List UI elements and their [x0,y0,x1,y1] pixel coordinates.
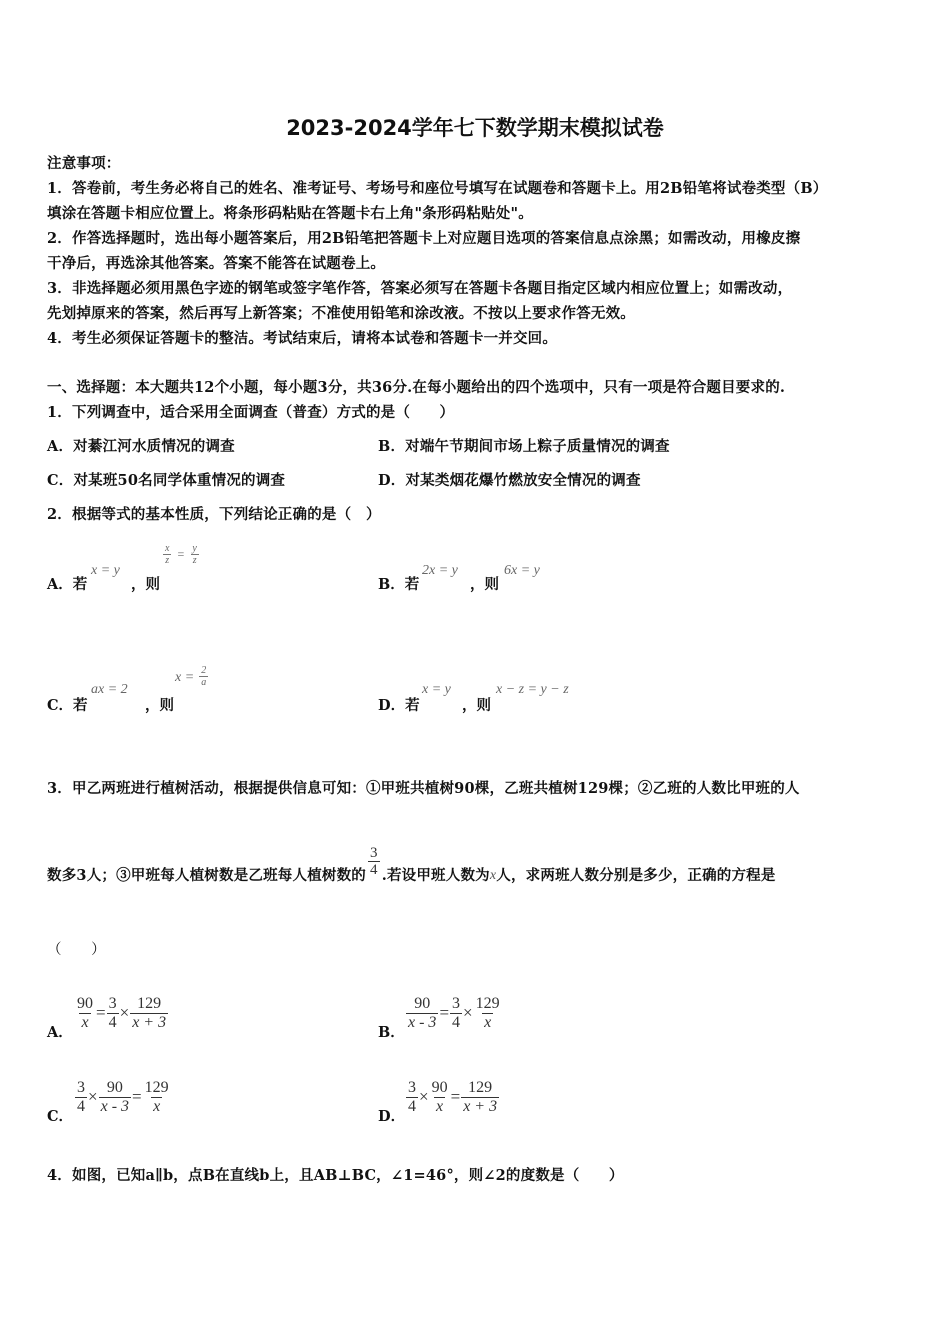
notice-line: 填涂在答题卡相应位置上。将条形码粘贴在答题卡右上角"条形码粘贴处"。 [47,205,533,222]
q2-c-result: x = $\frac{2}{a}$ [175,665,207,688]
page-title: 2023-2024学年七下数学期末模拟试卷 [286,116,664,140]
q2-a-condition: x = y [91,563,120,578]
notice-line: 1．答卷前，考生务必将自己的姓名、准考证号、考场号和座位号填写在试题卷和答题卡上。用2B铅笔将试卷类型（B） [47,180,828,197]
question-2-stem: 2．根据等式的基本性质，下列结论正确的是（ ） [47,506,381,523]
question-3-line-1: 3．甲乙两班进行植树活动，根据提供信息可知：①甲班共植树90棵，乙班共植树129棵；②乙班的人数比甲班的人 [47,780,800,797]
notice-line: 先划掉原来的答案，然后再写上新答案；不准使用铅笔和涂改液。不按以上要求作答无效。 [47,305,635,322]
q2-option-a-label: A．若 [47,576,88,593]
q2-d-result: x − z = y − z [496,682,569,697]
q2-b-result: 6x = y [504,563,540,578]
q2-b-then: ，则 [470,576,499,593]
q1-option-a[interactable]: A．对綦江河水质情况的调查 [47,438,235,455]
question-1-stem: 1．下列调查中，适合采用全面调查（普查）方式的是（ ） [47,404,455,421]
q2-c-then: ，则 [145,697,174,714]
question-4-stem: 4．如图，已知a∥b，点B在直线b上，且AB⊥BC，∠1=46°，则∠2的度数是（ ） [47,1167,624,1184]
section-heading: 一、选择题：本大题共12个小题，每小题3分，共36分.在每小题给出的四个选项中，只有一项是符合题目要求的. [47,379,786,396]
q1-option-d[interactable]: D．对某类烟花爆竹燃放安全情况的调查 [378,472,641,489]
q2-b-condition: 2x = y [422,563,458,578]
q2-a-then: ，则 [131,576,160,593]
question-3-line-2: 数多3人；③甲班每人植树数是乙班每人植树数的 $\frac{3}{4}$ .若设甲班人数为 x 人，求两班人数分别是多少，正确的方程是 [47,844,776,884]
q2-a-result: $\frac{x}{z}$ = $\frac{y}{z}$ [165,543,197,566]
notice-line: 2．作答选择题时，选出每小题答案后，用2B铅笔把答题卡上对应题目选项的答案信息点涂黑；如需改动，用橡皮擦 [47,230,801,247]
q1-option-b[interactable]: B．对端午节期间市场上粽子质量情况的调查 [378,438,670,455]
notice-heading: 注意事项： [47,155,121,172]
q1-option-c[interactable]: C．对某班50名同学体重情况的调查 [47,472,286,489]
notice-line: 3．非选择题必须用黑色字迹的钢笔或签字笔作答，答案必须写在答题卡各题目指定区域内相应位置上；如需改动， [47,280,793,297]
q2-option-b-label: B．若 [378,576,420,593]
q2-d-then: ，则 [462,697,491,714]
q2-d-condition: x = y [422,682,451,697]
notice-line: 干净后，再选涂其他答案。答案不能答在试题卷上。 [47,255,386,272]
question-3-answer-paren: （ ） [47,942,106,958]
q2-c-condition: ax = 2 [91,682,128,697]
three-quarters-fraction: $\frac{3}{4}$ [370,844,378,878]
q2-option-d-label: D．若 [378,697,420,714]
q2-option-c-label: C．若 [47,697,88,714]
notice-line: 4．考生必须保证答题卡的整洁。考试结束后，请将本试卷和答题卡一并交回。 [47,330,558,347]
